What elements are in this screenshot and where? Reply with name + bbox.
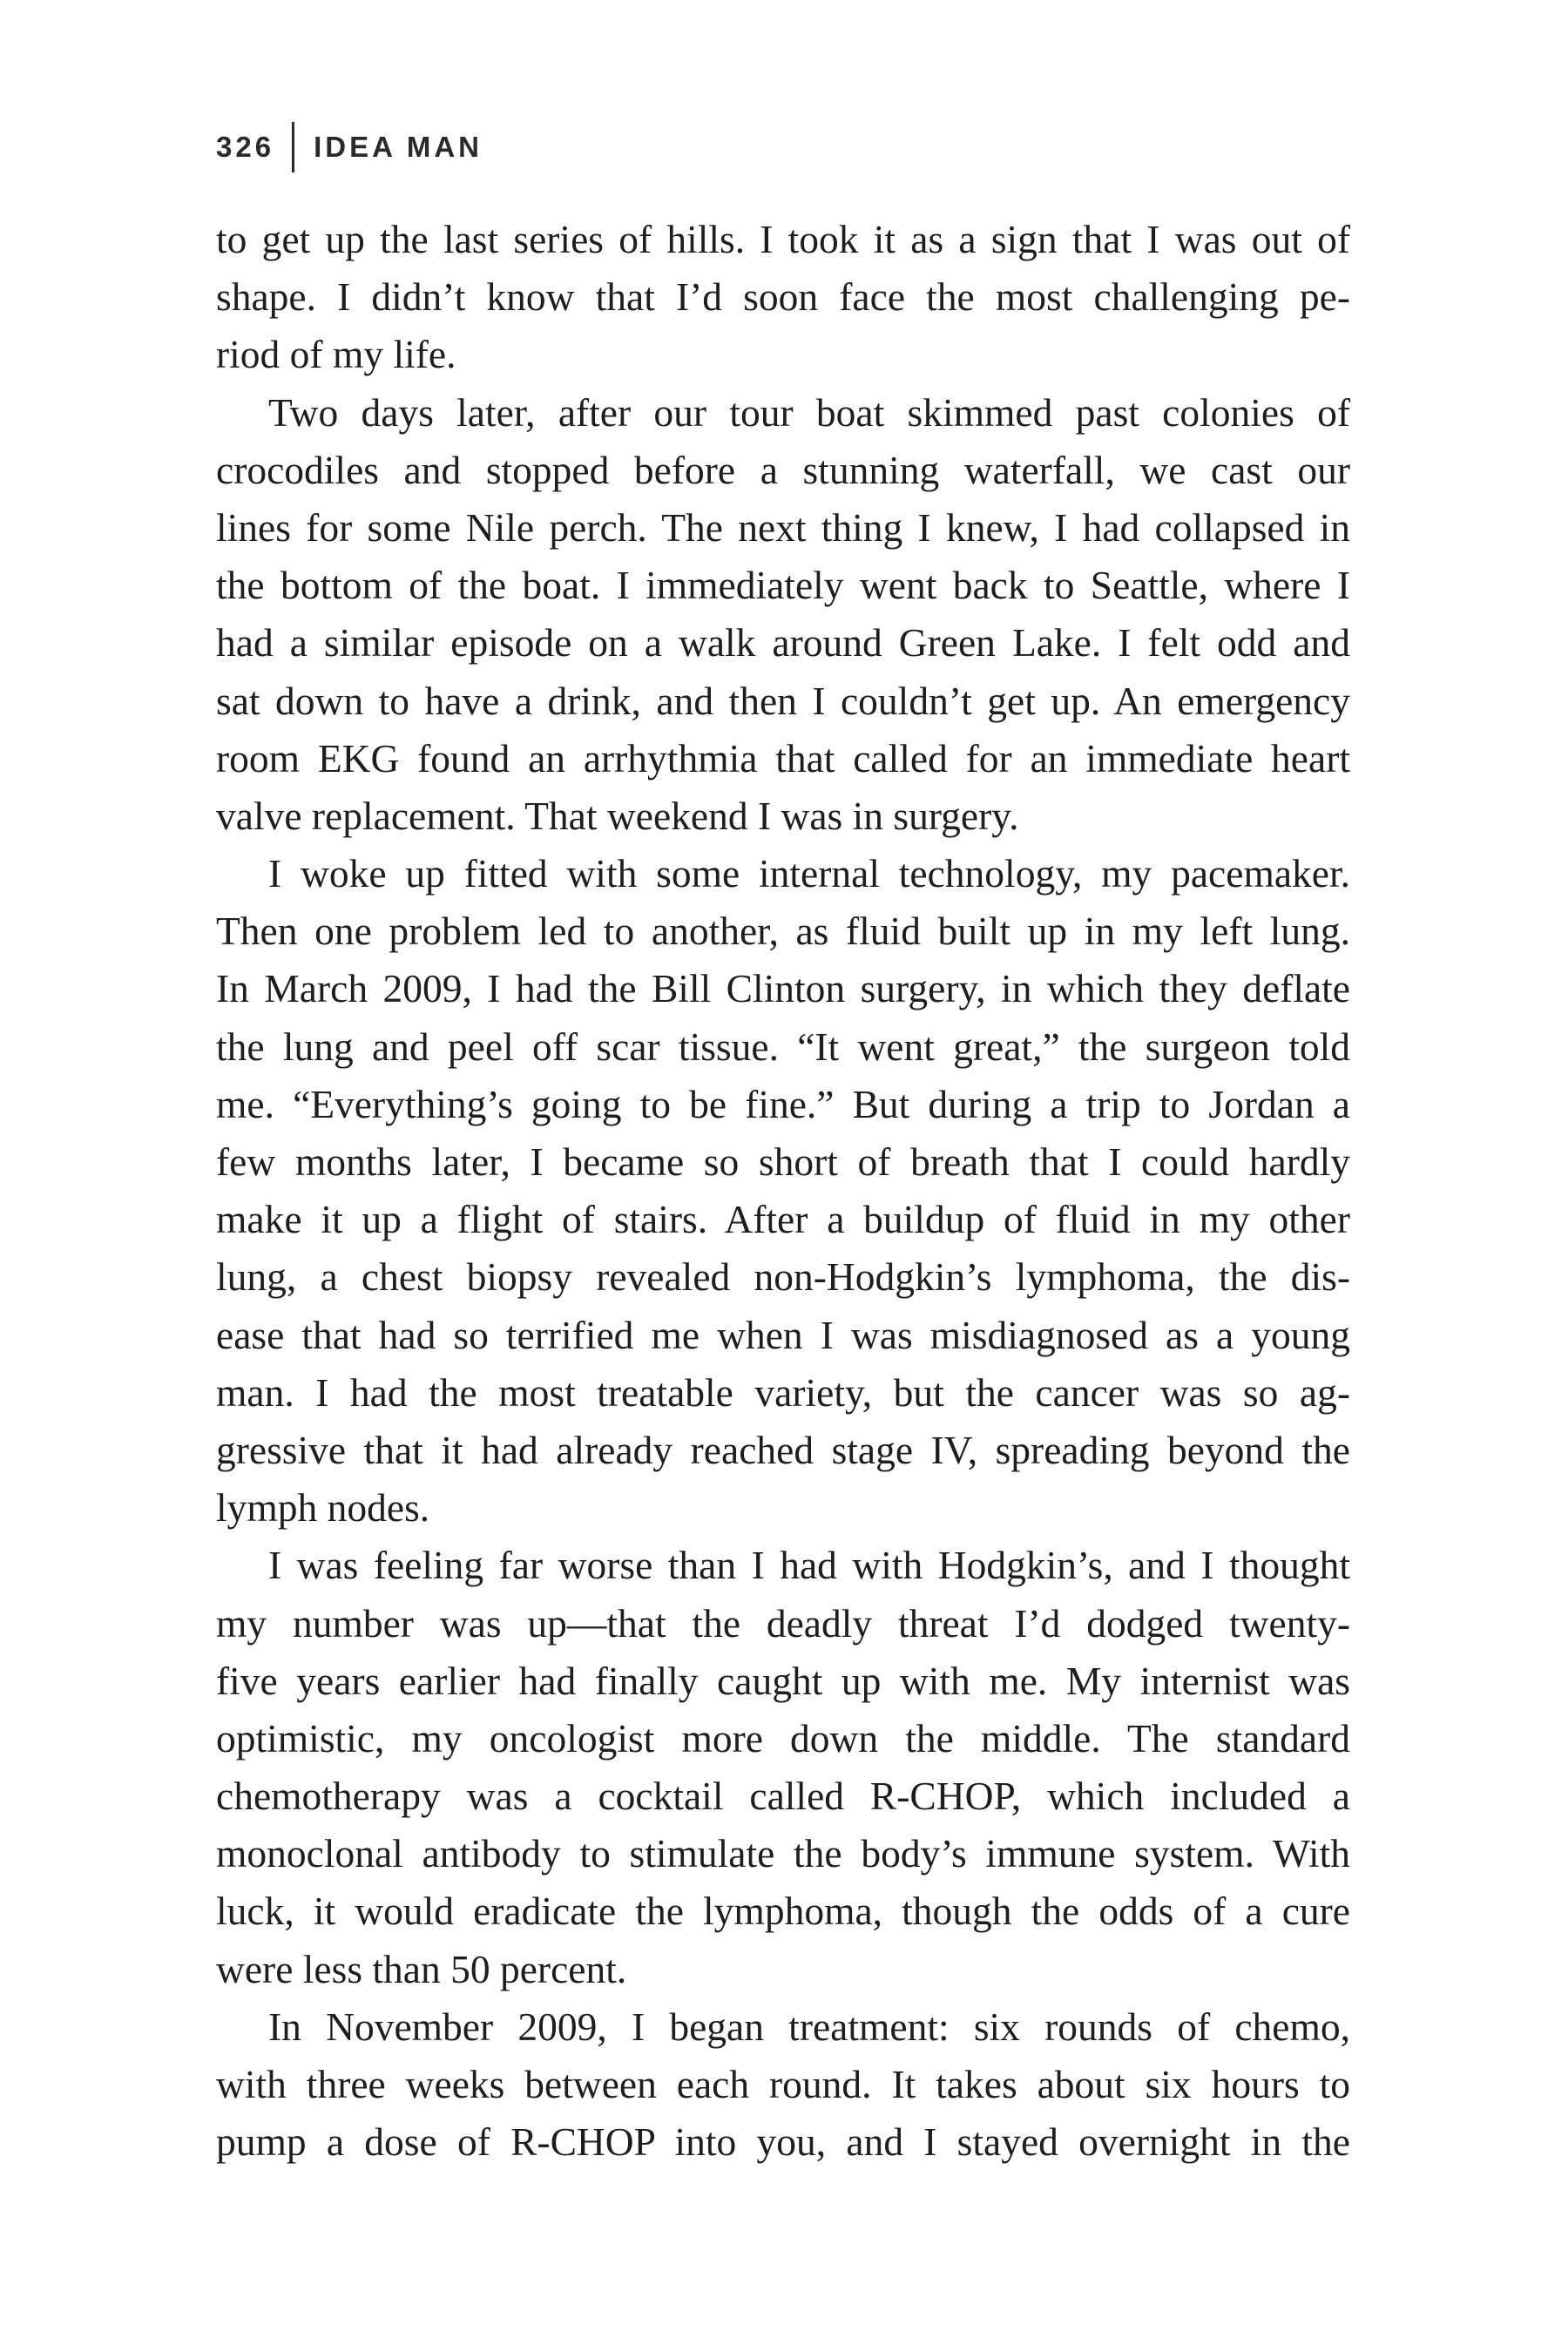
header-divider <box>292 122 294 172</box>
paragraph-3 <box>216 845 1350 1537</box>
text-line: monoclonal antibody to stimulate the body’s immune system. With <box>216 1831 1350 1876</box>
text-line: lung, a chest biopsy revealed non-Hodgkin’s lymphoma, the dis- <box>216 1254 1350 1300</box>
book-title: IDEA MAN <box>314 131 483 163</box>
text-line: to get up the last series of hills. I took it as a sign that I was out of <box>216 217 1350 261</box>
text-line: had a similar episode on a walk around Green Lake. I felt odd and <box>216 620 1350 666</box>
text-line: valve replacement. That weekend I was in surgery. <box>216 793 1019 838</box>
text-line: sat down to have a drink, and then I couldn’t get up. An emergency <box>216 678 1350 723</box>
text-line: gressive that it had already reached stage IV, spreading beyond the <box>216 1427 1350 1472</box>
text-line: In November 2009, I began treatment: six rounds of chemo, <box>268 2004 1350 2049</box>
text-line: the lung and peel off scar tissue. “It went great,” the surgeon told <box>216 1024 1350 1069</box>
text-line: crocodiles and stopped before a stunning waterfall, we cast our <box>216 447 1350 492</box>
running-head <box>216 122 483 172</box>
text-line: shape. I didn’t know that I’d soon face the most challenging pe- <box>216 274 1350 320</box>
text-line: lymph nodes. <box>216 1485 430 1531</box>
paragraph-4 <box>216 1537 1350 1998</box>
paragraph-1 <box>216 211 1350 384</box>
text-line: the bottom of the boat. I immediately went back to Seattle, where I <box>216 563 1350 608</box>
text-line: In March 2009, I had the Bill Clinton surgery, in which they deflate <box>216 966 1350 1011</box>
text-line: I was feeling far worse than I had with Hodgkin’s, and I thought <box>268 1543 1350 1588</box>
text-line: ease that had so terrified me when I was misdiagnosed as a young <box>216 1312 1350 1357</box>
text-line: with three weeks between each round. It takes about six hours to <box>216 2062 1350 2106</box>
text-line: Then one problem led to another, as fluid built up in my left lung. <box>216 909 1350 954</box>
text-line: chemotherapy was a cocktail called R-CHOP, which included a <box>216 1774 1350 1819</box>
text-line: were less than 50 percent. <box>216 1946 627 1991</box>
text-line: riod of my life. <box>216 332 456 377</box>
text-line: Two days later, after our tour boat skimmed past colonies of <box>268 389 1350 435</box>
text-line: man. I had the most treatable variety, but the cancer was so ag- <box>216 1369 1350 1415</box>
text-line: me. “Everything’s going to be fine.” But during a trip to Jordan a <box>216 1081 1350 1126</box>
text-line: optimistic, my oncologist more down the middle. The standard <box>216 1715 1350 1761</box>
text-line: few months later, I became so short of breath that I could hardly <box>216 1139 1350 1184</box>
text-line: room EKG found an arrhythmia that called for an immediate heart <box>216 735 1350 781</box>
text-line: luck, it would eradicate the lymphoma, though the odds of a cure <box>216 1889 1350 1934</box>
page-number: 326 <box>216 131 275 163</box>
body-text <box>216 211 1350 2171</box>
text-line: I woke up fitted with some internal technology, my pacemaker. <box>268 851 1350 896</box>
paragraph-2 <box>216 384 1350 846</box>
text-line: lines for some Nile perch. The next thing I knew, I had collapsed in <box>216 504 1350 550</box>
paragraph-5 <box>216 1998 1350 2172</box>
text-line: make it up a flight of stairs. After a buildup of fluid in my other <box>216 1197 1350 1242</box>
text-line: pump a dose of R-CHOP into you, and I stayed overnight in the <box>216 2119 1350 2165</box>
text-line: five years earlier had finally caught up with me. My internist was <box>216 1658 1350 1703</box>
text-line: my number was up—that the deadly threat I’d dodged twenty- <box>216 1600 1350 1646</box>
